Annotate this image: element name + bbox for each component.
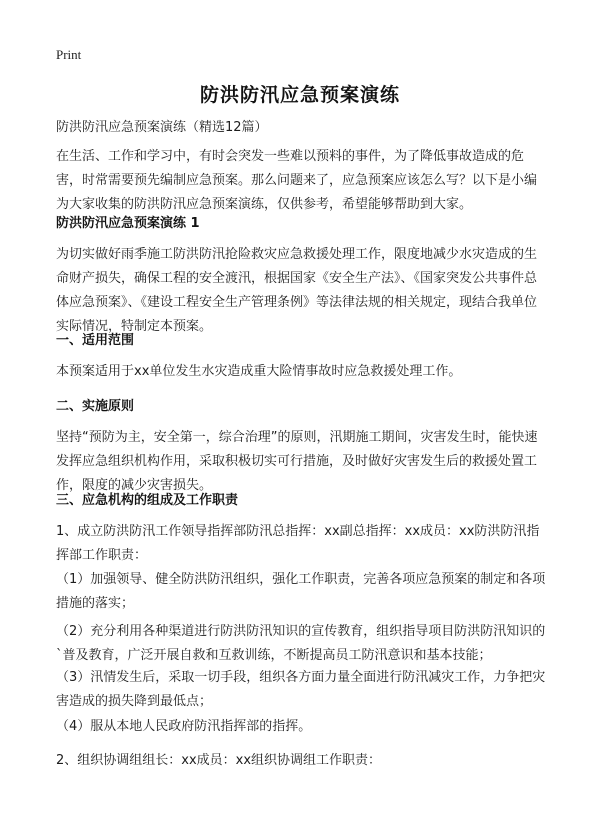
duty-item-4: （4）服从本地人民政府防汛指挥部的指挥。 [56, 719, 312, 734]
duty-item-2: （2）充分利用各种渠道进行防洪防汛知识的宣传教育，组织指导项目防洪防汛知识的`普及教育，广泛开展自救和互救训练，不断提高员工防汛意识和基本技能； [56, 624, 546, 663]
heading-scope: 一、适用范围 [56, 333, 135, 348]
duty-item-1: （1）加强领导、健全防洪防汛组织，强化工作职责，完善各项应急预案的制定和各项措施的落实； [56, 572, 546, 611]
subtitle: 防洪防汛应急预案演练（精选12篇） [56, 120, 268, 135]
section-paragraph: 为切实做好雨季施工防洪防汛抢险救灾应急救援处理工作，限度地减少水灾造成的生命财产损失，确保工程的安全渡汛，根据国家《安全生产法》、《国家突发公共事件总体应急预案》、《建设工程安全生产管理条例》等法律法规的相关规定，现结合我单位实际情况，特制定本预案。 [56, 247, 538, 334]
paragraph-scope: 本预案适用于xx单位发生水灾造成重大险情事故时应急救援处理工作。 [56, 364, 462, 379]
paragraph-principle: 坚持“预防为主，安全第一，综合治理”的原则，汛期施工期间，灾害发生时，能快速发挥应急组织机构作用，采取积极切实可行措施，及时做好灾害发生后的救援处置工作，限度的减少灾害损失。 [56, 430, 538, 493]
paragraph-org-1: 1、成立防洪防汛工作领导指挥部防汛总指挥：xx副总指挥：xx成员：xx防洪防汛指挥部工作职责： [56, 524, 540, 563]
heading-organization: 三、应急机构的组成及工作职责 [56, 493, 239, 508]
intro-paragraph: 在生活、工作和学习中，有时会突发一些难以预料的事件，为了降低事故造成的危害，时常需要预先编制应急预案。那么问题来了，应急预案应该怎么写？以下是小编为大家收集的防洪防汛应急预案演练，仅供参考，希望能够帮助到大家。 [56, 149, 538, 212]
page-title: 防洪防汛应急预案演练 [199, 84, 400, 106]
print-label[interactable]: Print [56, 47, 82, 62]
paragraph-org-2: 2、组织协调组组长：xx成员：xx组织协调组工作职责： [56, 753, 382, 768]
duty-item-3: （3）汛情发生后，采取一切手段，组织各方面力量全面进行防汛减灾工作，力争把灾害造成的损失降到最低点； [56, 670, 546, 709]
heading-principle: 二、实施原则 [56, 399, 135, 414]
section-heading: 防洪防汛应急预案演练 1 [56, 216, 200, 231]
